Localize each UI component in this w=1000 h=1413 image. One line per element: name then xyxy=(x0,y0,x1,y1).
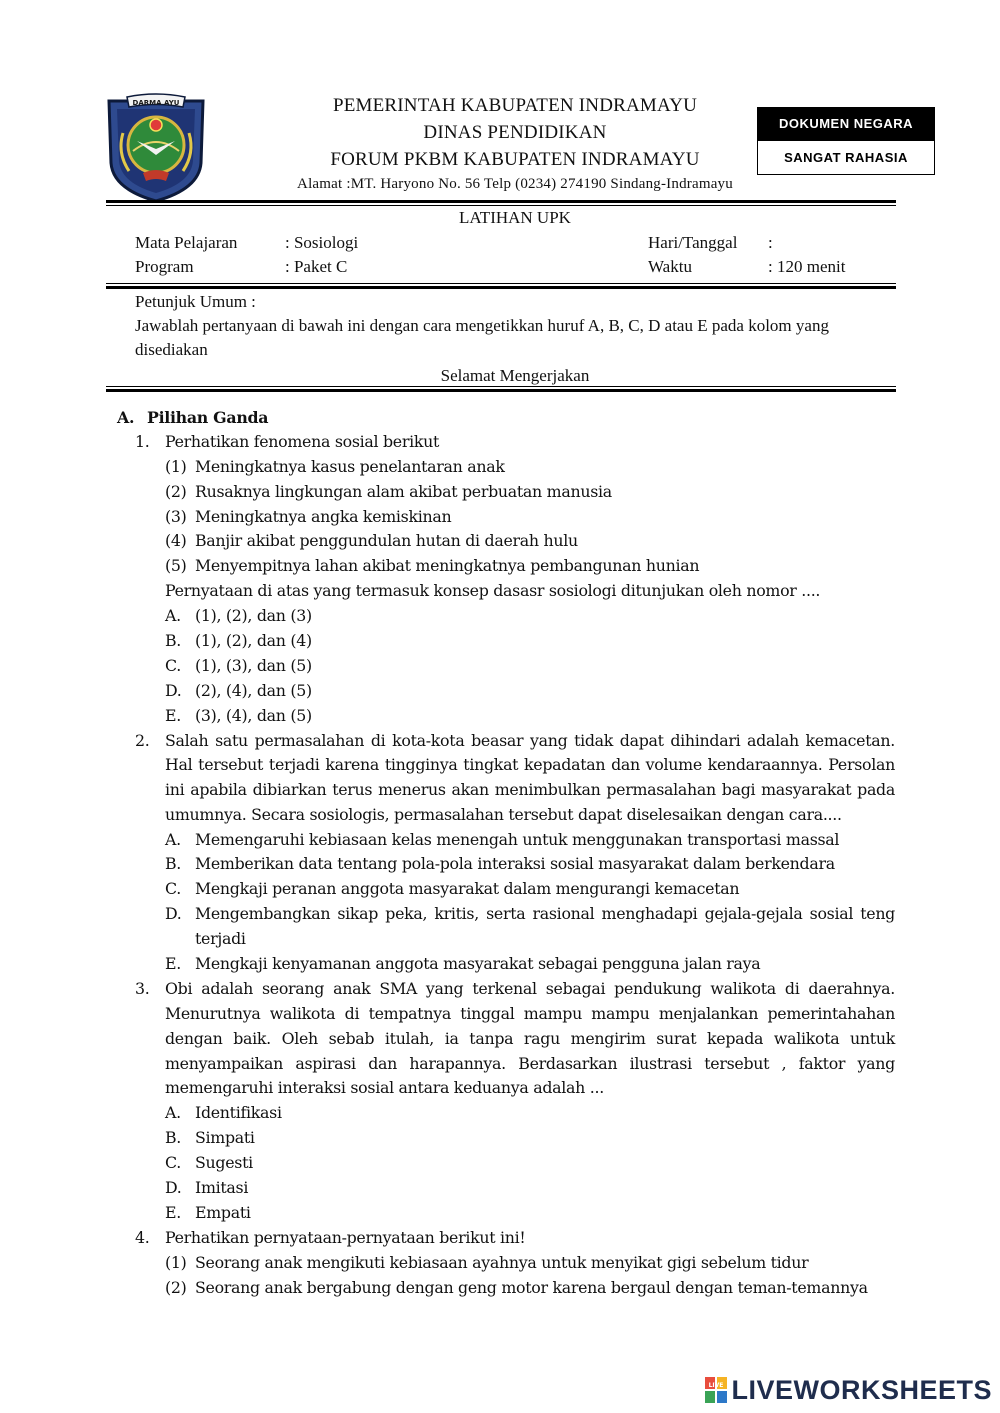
option-text: (3), (4), dan (5) xyxy=(195,706,312,725)
question-stem-line: menyampaikan aspirasi dan harapannya. Berdasarkan ilustrasi tersebut , faktor yang xyxy=(165,1054,895,1073)
subject-value: : Sosiologi xyxy=(285,233,359,252)
liveworksheets-watermark xyxy=(705,1373,992,1407)
option-text: Memengaruhi kebiasaan kelas menengah untuk menggunakan transportasi massal xyxy=(195,830,840,849)
question-stem: Perhatikan fenomena sosial berikut xyxy=(165,432,440,451)
option-text: (2), (4), dan (5) xyxy=(195,681,312,700)
closing-greeting: Selamat Mengerjakan xyxy=(440,366,590,385)
option-letter: A. xyxy=(165,1103,181,1122)
exam-title: LATIHAN UPK xyxy=(459,208,571,227)
option-letter: E. xyxy=(165,954,181,973)
statement-number: (5) xyxy=(165,556,187,575)
header-agency-name: DINAS PENDIDIKAN xyxy=(423,122,607,143)
stamp-state-document: DOKUMEN NEGARA xyxy=(757,107,935,140)
option-letter: E. xyxy=(165,1203,181,1222)
option-letter: E. xyxy=(165,706,181,725)
statement-text: Menyempitnya lahan akibat meningkatnya pembangunan hunian xyxy=(195,556,700,575)
option-text: Imitasi xyxy=(195,1178,249,1197)
statement-text: Meningkatnya angka kemiskinan xyxy=(195,507,452,526)
section-title: Pilihan Ganda xyxy=(147,408,269,427)
option-letter: A. xyxy=(165,606,181,625)
directions-heading: Petunjuk Umum : xyxy=(135,292,256,311)
question-stem-line: umumnya. Secara sosiologis, permasalahan tersebut dapat diselesaikan dengan cara.... xyxy=(165,805,842,824)
statement-number: (3) xyxy=(165,507,187,526)
date-value: : xyxy=(768,233,773,252)
question-stem: Perhatikan pernyataan-pernyataan berikut ini! xyxy=(165,1228,526,1247)
statement-text: Rusaknya lingkungan alam akibat perbuatan manusia xyxy=(195,482,612,501)
statement-text: Banjir akibat penggundulan hutan di daerah hulu xyxy=(195,531,578,550)
statement-number: (1) xyxy=(165,1253,187,1272)
option-text: Mengkaji peranan anggota masyarakat dalam mengurangi kemacetan xyxy=(195,879,740,898)
header-address: Alamat :MT. Haryono No. 56 Telp (0234) 274190 Sindang-Indramayu xyxy=(297,176,733,192)
directions-text-line2: disediakan xyxy=(135,340,208,359)
program-value: : Paket C xyxy=(285,257,348,276)
date-label: Hari/Tanggal xyxy=(648,233,738,252)
section-marker: A. xyxy=(117,408,135,427)
directions-divider-thick xyxy=(106,389,896,392)
option-letter: B. xyxy=(165,854,182,873)
question-stem-line: memengaruhi interaksi sosial antara keduanya adalah ... xyxy=(165,1078,604,1097)
statement-text: Seorang anak bergabung dengan geng motor karena bergaul dengan teman-temannya xyxy=(195,1278,868,1297)
statement-number: (4) xyxy=(165,531,187,550)
question-stem-line: Menurutnya walikota di tempatnya tinggal mampu mampu menjalankan pemerintahahan xyxy=(165,1004,895,1023)
directions-divider-thin xyxy=(106,386,896,387)
statement-text: Meningkatnya kasus penelantaran anak xyxy=(195,457,505,476)
directions-text-line1: Jawablah pertanyaan di bawah ini dengan cara mengetikkan huruf A, B, C, D atau E pada kolom yang xyxy=(135,316,829,335)
liveworksheets-logo-icon xyxy=(705,1377,727,1403)
option-letter: D. xyxy=(165,1178,182,1197)
option-text: (1), (3), dan (5) xyxy=(195,656,312,675)
option-text: (1), (2), dan (3) xyxy=(195,606,312,625)
question-prompt: Pernyataan di atas yang termasuk konsep dasasr sosiologi ditunjukan oleh nomor .... xyxy=(165,581,821,600)
watermark-text: LIVEWORKSHEETS xyxy=(731,1374,992,1405)
option-letter: D. xyxy=(165,681,182,700)
option-text: Simpati xyxy=(195,1128,255,1147)
stamp-top-secret: SANGAT RAHASIA xyxy=(757,140,935,175)
question-stem-line: Hal tersebut terjadi karena tingginya tingkat kepadatan dan volume kendaraannya. Persolan xyxy=(165,755,895,774)
option-text: Mengembangkan sikap peka, kritis, serta rasional menghadapi gejala-gejala sosial teng xyxy=(195,904,895,923)
info-divider-thin xyxy=(106,283,896,284)
option-text: Memberikan data tentang pola-pola interaksi sosial masyarakat dalam berkendara xyxy=(195,854,835,873)
option-text: Sugesti xyxy=(195,1153,253,1172)
time-label: Waktu xyxy=(648,257,692,276)
option-letter: D. xyxy=(165,904,182,923)
option-letter: A. xyxy=(165,830,181,849)
option-text: Mengkaji kenyamanan anggota masyarakat sebagai pengguna jalan raya xyxy=(195,954,761,973)
program-label: Program xyxy=(135,257,194,276)
subject-label: Mata Pelajaran xyxy=(135,233,238,252)
header-divider-thick xyxy=(106,200,896,203)
statement-text: Seorang anak mengikuti kebiasaan ayahnya untuk menyikat gigi sebelum tidur xyxy=(195,1253,809,1272)
header-forum-name: FORUM PKBM KABUPATEN INDRAMAYU xyxy=(330,149,700,170)
question-number: 4. xyxy=(135,1228,150,1247)
option-text-continuation: terjadi xyxy=(195,929,246,948)
statement-number: (1) xyxy=(165,457,187,476)
question-stem-line: Obi adalah seorang anak SMA yang terkenal sebagai pendukung walikota di daerahnya. xyxy=(165,979,895,998)
question-number: 1. xyxy=(135,432,150,451)
info-divider-thick xyxy=(106,286,896,289)
option-letter: C. xyxy=(165,1153,181,1172)
option-text: (1), (2), dan (4) xyxy=(195,631,312,650)
option-letter: B. xyxy=(165,1128,182,1147)
statement-number: (2) xyxy=(165,482,187,501)
government-crest-logo xyxy=(103,93,209,203)
question-stem-line: dengan baik. Oleh sebab itulah, ia tanpa ragu mengirim surat kepada walikota untuk xyxy=(165,1029,895,1048)
time-value: : 120 menit xyxy=(768,257,846,276)
question-stem-line: ini apabila dibiarkan terus menerus akan menimbulkan permasalahan bagi masyarakat pada xyxy=(165,780,895,799)
option-text: Identifikasi xyxy=(195,1103,282,1122)
question-number: 2. xyxy=(135,731,150,750)
header-divider-thin xyxy=(106,205,896,206)
option-text: Empati xyxy=(195,1203,251,1222)
option-letter: C. xyxy=(165,879,181,898)
logo-text: DARMA AYU xyxy=(132,99,180,107)
logo-badge: LIVE xyxy=(709,1382,724,1389)
header-government-name: PEMERINTAH KABUPATEN INDRAMAYU xyxy=(332,95,698,116)
question-stem-line: Salah satu permasalahan di kota-kota beasar yang tidak dapat dihindari adalah kemacetan. xyxy=(165,731,895,750)
option-letter: C. xyxy=(165,656,181,675)
statement-number: (2) xyxy=(165,1278,187,1297)
option-letter: B. xyxy=(165,631,182,650)
question-number: 3. xyxy=(135,979,150,998)
